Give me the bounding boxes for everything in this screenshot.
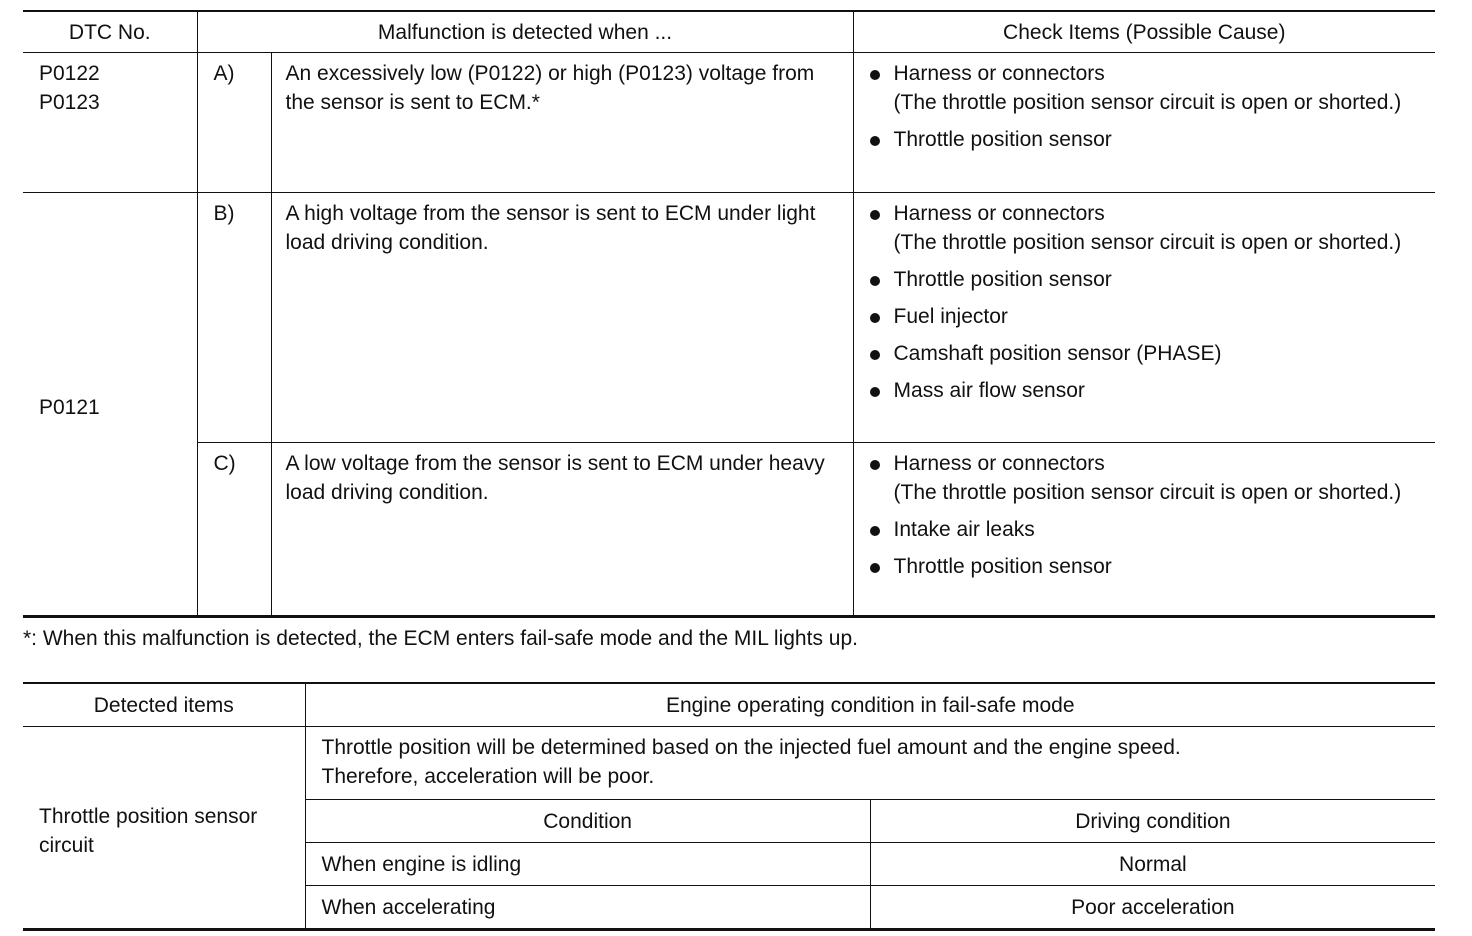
table-row: [23, 443, 1435, 617]
list-item: [868, 552, 1436, 581]
cause-text: Harness or connectors: [893, 202, 1105, 225]
detected-item: Throttle position sensor circuit: [23, 727, 305, 930]
check-items: [853, 443, 1435, 617]
failsafe-description: [306, 727, 1436, 800]
list-item: [868, 59, 1436, 117]
bullet-icon: [870, 350, 880, 360]
malfunction-description: A low voltage from the sensor is sent to ECM under heavy load driving condition.: [271, 443, 853, 617]
row-label: B): [197, 193, 271, 443]
bullet-icon: [870, 460, 880, 470]
cause-text: Fuel injector: [893, 305, 1008, 328]
list-item: [868, 125, 1436, 154]
malfunction-description: A high voltage from the sensor is sent to ECM under light load driving condition.: [271, 193, 853, 443]
dtc-code: [23, 53, 197, 193]
header-check-items: Check Items (Possible Cause): [853, 11, 1435, 53]
bullet-icon: [870, 276, 880, 286]
dtc-table-header-row: [23, 11, 1435, 53]
table-row: [306, 886, 1436, 929]
list-item: [868, 449, 1436, 507]
list-item: [868, 199, 1436, 257]
cause-list: [854, 199, 1436, 409]
dtc-code-p0123: P0123: [39, 91, 100, 114]
header-malfunction: Malfunction is detected when ...: [197, 11, 853, 53]
table-row: [23, 193, 1435, 443]
failsafe-description-line: Throttle position will be determined based on the injected fuel amount and the engine speed.: [321, 736, 1181, 759]
list-item: [868, 339, 1436, 368]
bullet-icon: [870, 210, 880, 220]
cause-text: Throttle position sensor: [893, 128, 1112, 151]
cause-list: [854, 449, 1436, 585]
table-row: [306, 843, 1436, 886]
cause-text: Throttle position sensor: [893, 268, 1112, 291]
condition-value: When accelerating: [306, 886, 871, 929]
table-row: [23, 53, 1435, 193]
cause-text: Harness or connectors: [893, 452, 1105, 475]
bullet-icon: [870, 313, 880, 323]
list-item: [868, 515, 1436, 544]
dtc-code-p0122: P0122: [39, 62, 100, 85]
check-items: [853, 53, 1435, 193]
failsafe-description-line: Therefore, acceleration will be poor.: [321, 765, 655, 788]
subheader-condition: Condition: [543, 809, 632, 833]
driving-value: Poor acceleration: [870, 886, 1435, 929]
engine-condition-cell: [305, 727, 1435, 930]
cause-note: (The throttle position sensor circuit is open or shorted.): [893, 231, 1402, 254]
failsafe-table-container: [23, 682, 1435, 931]
cause-text: Intake air leaks: [893, 518, 1035, 541]
dtc-table-container: [23, 10, 1435, 618]
failsafe-header-row: [23, 683, 1435, 727]
row-label: C): [197, 443, 271, 617]
cause-text: Mass air flow sensor: [893, 379, 1085, 402]
cause-note: (The throttle position sensor circuit is open or shorted.): [893, 91, 1402, 114]
cause-list: [854, 59, 1436, 158]
header-engine-condition: Engine operating condition in fail-safe mode: [305, 683, 1435, 727]
dtc-code: P0121: [23, 193, 197, 617]
driving-value: Normal: [870, 843, 1435, 886]
bullet-icon: [870, 526, 880, 536]
subheader-driving-condition: Driving condition: [870, 800, 1435, 843]
cause-text: Camshaft position sensor (PHASE): [893, 342, 1222, 365]
cause-note: (The throttle position sensor circuit is open or shorted.): [893, 481, 1402, 504]
row-label: A): [197, 53, 271, 193]
list-item: [868, 376, 1436, 405]
header-dtc-no: DTC No.: [23, 11, 197, 53]
list-item: [868, 302, 1436, 331]
dtc-table: [23, 10, 1435, 618]
bullet-icon: [870, 563, 880, 573]
failsafe-table: [23, 682, 1435, 931]
subtable-header-row: [306, 800, 1436, 843]
condition-subtable: [306, 800, 1436, 928]
check-items: [853, 193, 1435, 443]
footnote: *: When this malfunction is detected, the ECM enters fail-safe mode and the MIL lights up.: [23, 627, 858, 650]
bullet-icon: [870, 387, 880, 397]
condition-value: When engine is idling: [306, 843, 871, 886]
bullet-icon: [870, 70, 880, 80]
bullet-icon: [870, 136, 880, 146]
list-item: [868, 265, 1436, 294]
header-detected-items: Detected items: [23, 683, 305, 727]
cause-text: Throttle position sensor: [893, 555, 1112, 578]
malfunction-description: An excessively low (P0122) or high (P0123) voltage from the sensor is sent to ECM.*: [271, 53, 853, 193]
cause-text: Harness or connectors: [893, 62, 1105, 85]
table-row: [23, 727, 1435, 930]
